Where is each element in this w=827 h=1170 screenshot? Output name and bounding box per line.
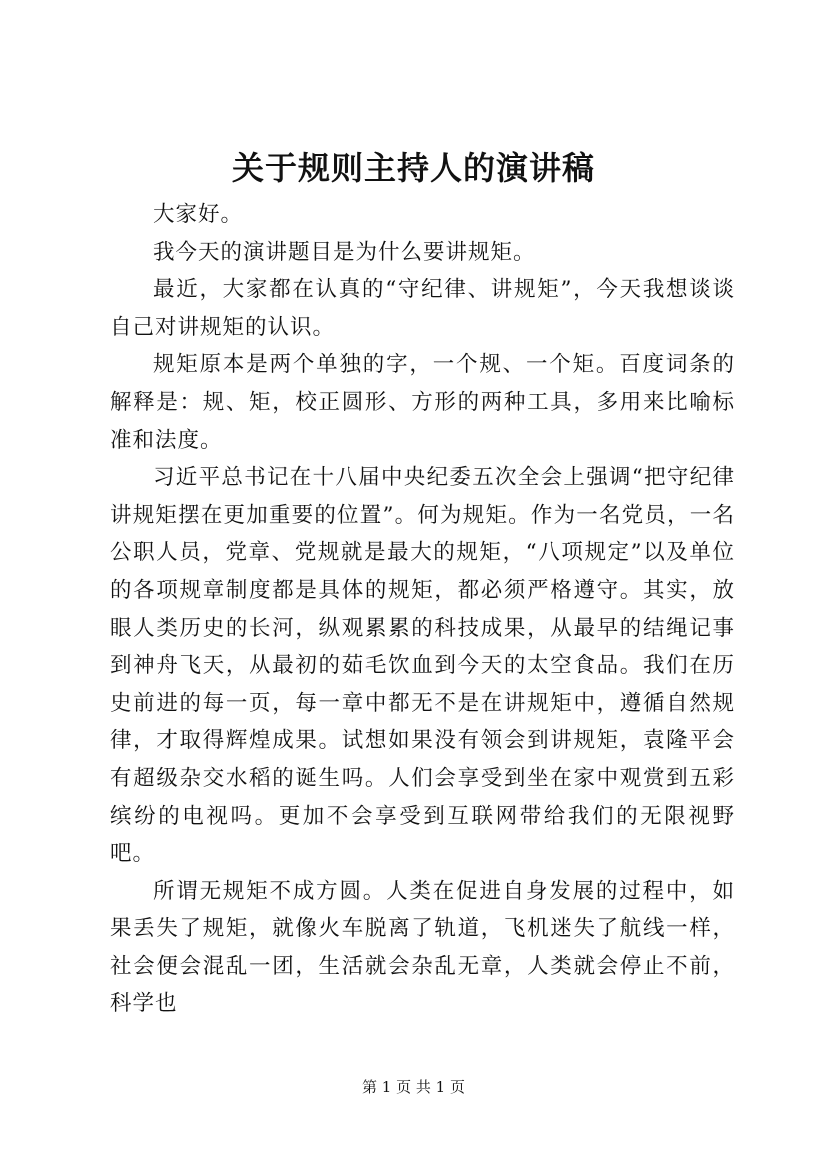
paragraph-definition: 规矩原本是两个单独的字，一个规、一个矩。百度词条的解释是：规、矩，校正圆形、方形的两种工具，多用来比喻标准和法度。 <box>110 352 735 453</box>
document-body <box>110 196 735 1023</box>
page-footer: 第 1 页 共 1 页 <box>362 1078 465 1096</box>
paragraph-recent: 最近，大家都在认真的“守纪律、讲规矩”，今天我想谈谈自己对讲规矩的认识。 <box>110 277 735 340</box>
paragraph-topic: 我今天的演讲题目是为什么要讲规矩。 <box>153 239 536 265</box>
paragraph-greeting: 大家好。 <box>153 202 244 227</box>
document-title: 关于规则主持人的演讲稿 <box>231 149 595 187</box>
paragraph-main: 习近平总书记在十八届中央纪委五次全会上强调“把守纪律讲规矩摆在更加重要的位置”。何为规矩。作为一名党员，一名公职人员，党章、党规就是最大的规矩，“八项规定”以及单位的各项规章制度都是具体的规矩，都必须严格遵守。其实，放眼人类历史的长河，纵观累累的科技成果，从最早的结绳记事到神舟飞天，从最初的茹毛饮血到今天的太空食品。我们在历史前进的每一页，每一章中都无不是在讲规矩中，遵循自然规律，才取得辉煌成果。试想如果没有领会到讲规矩，袁隆平会有超级杂交水稻的诞生吗。人们会享受到坐在家中观赏到五彩缤纷的电视吗。更加不会享受到互联网带给我们的无限视野吧。 <box>110 465 735 867</box>
paragraph-conclusion: 所谓无规矩不成方圆。人类在促进自身发展的过程中，如果丢失了规矩，就像火车脱离了轨道，飞机迷失了航线一样，社会便会混乱一团，生活就会杂乱无章，人类就会停止不前，科学也 <box>110 878 735 1017</box>
